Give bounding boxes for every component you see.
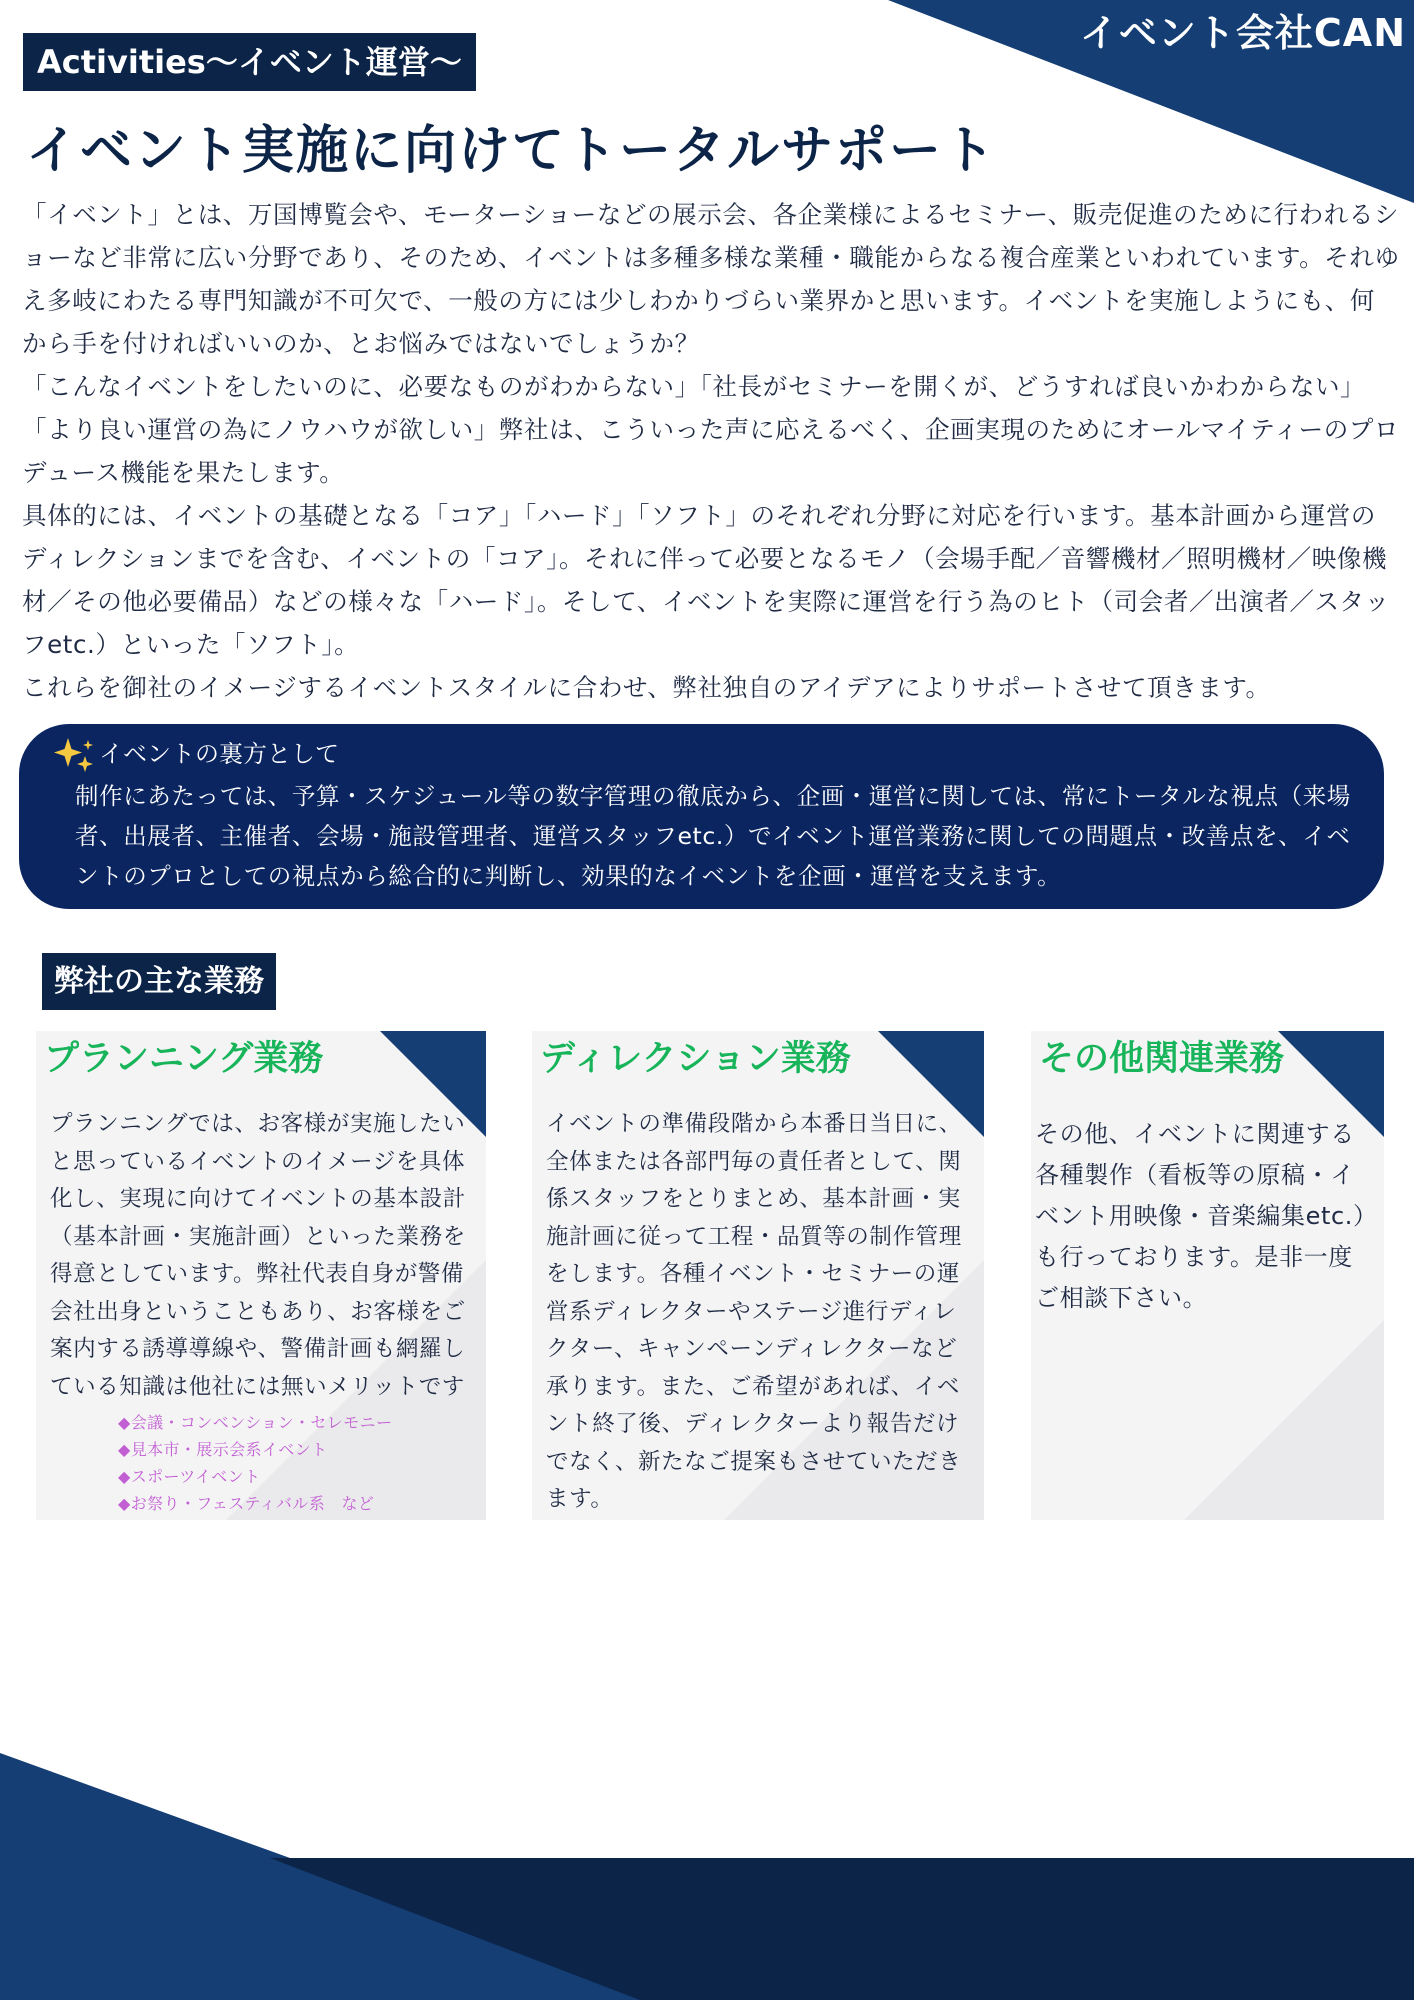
intro-text xyxy=(22,193,1400,709)
card-watermark xyxy=(1184,1320,1384,1520)
card-body: プランニングでは、お客様が実施したいと思っているイベントのイメージを具体化し、実現に向けてイベントの基本設計（基本計画・実施計画）といった業務を得意としています。弊社代表自身が警備会社出身ということもあり、お客様をご案内する誘導導線や、警備計画も網羅している知識は他社には無いメリットです xyxy=(50,1111,466,1400)
event-type-list xyxy=(118,1409,392,1517)
sparkles-icon xyxy=(52,736,96,776)
service-card-direction xyxy=(532,1031,984,1520)
card-body: イベントの準備段階から本番日当日に、全体または各部門毎の責任者として、関係スタッフをとりまとめ、基本計画・実施計画に従って工程・品質等の制作管理をします。各種イベント・セミナーの運営系ディレクターやステージ進行ディレクター、キャンペーンディレクターなど承ります。また、ご希望があれば、イベント終了後、ディレクターより報告だけでなく、新たなご提案もさせていただきます。 xyxy=(546,1111,962,1512)
card-title: ディレクション業務 xyxy=(540,1039,851,1079)
services-heading: 弊社の主な業務 xyxy=(42,953,276,1010)
list-item: ◆見本市・展示会系イベント xyxy=(118,1440,328,1459)
company-name: イベント会社CAN xyxy=(1079,11,1406,55)
list-item: ◆会議・コンベンション・セレモニー xyxy=(118,1413,393,1432)
intro-paragraph: 「こんなイベントをしたいのに、必要なものがわからない」「社長がセミナーを開くが、どうすれば良いかわからない」「より良い運営の為にノウハウが欲しい」弊社は、こういった声に応えるべく、企画実現のためにオールマイティーのプロデュース機能を果たします。 xyxy=(22,372,1400,487)
service-card-planning xyxy=(36,1031,486,1520)
backstage-panel xyxy=(19,724,1384,909)
page-title: イベント実施に向けてトータルサポート xyxy=(26,121,997,181)
intro-paragraph: これらを御社のイメージするイベントスタイルに合わせ、弊社独自のアイデアによりサポートさせて頂きます。 xyxy=(22,673,1271,702)
list-item: ◆お祭り・フェスティバル系 など xyxy=(118,1494,375,1513)
backstage-title: イベントの裏方として xyxy=(99,740,339,768)
card-title: プランニング業務 xyxy=(44,1039,324,1079)
card-body: その他、イベントに関連する各種製作（看板等の原稿・イベント用映像・音楽編集etc.）も行っております。是非一度ご相談下さい。 xyxy=(1035,1120,1366,1312)
card-title: その他関連業務 xyxy=(1039,1039,1285,1079)
intro-paragraph: 「イベント」とは、万国博覧会や、モーターショーなどの展示会、各企業様によるセミナー、販売促進のために行われるショーなど非常に広い分野であり、そのため、イベントは多種多様な業種・職能からなる複合産業といわれています。それゆえ多岐にわたる専門知識が不可欠で、一般の方には少しわかりづらい業界かと思います。イベントを実施しようにも、何から手を付ければいいのか、とお悩みではないでしょうか？ xyxy=(22,200,1400,358)
activities-tag: Activities〜イベント運営〜 xyxy=(23,33,476,91)
intro-paragraph: 具体的には、イベントの基礎となる「コア」「ハード」「ソフト」のそれぞれ分野に対応を行います。基本計画から運営のディレクションまでを含む、イベントの「コア」。それに伴って必要となるモノ（会場手配／音響機材／照明機材／映像機材／その他必要備品）などの様々な「ハード」。そして、イベントを実際に運営を行う為のヒト（司会者／出演者／スタッフetc.）といった「ソフト」。 xyxy=(22,501,1390,659)
service-card-other xyxy=(1031,1031,1384,1520)
backstage-body: 制作にあたっては、予算・スケジュール等の数字管理の徹底から、企画・運営に関しては、常にトータルな視点（来場者、出展者、主催者、会場・施設管理者、運営スタッフetc.）でイベント運営業務に関しての問題点・改善点を、イベントのプロとしての視点から総合的に判断し、効果的なイベントを企画・運営を支えます。 xyxy=(75,782,1351,890)
list-item: ◆スポーツイベント xyxy=(118,1467,261,1486)
